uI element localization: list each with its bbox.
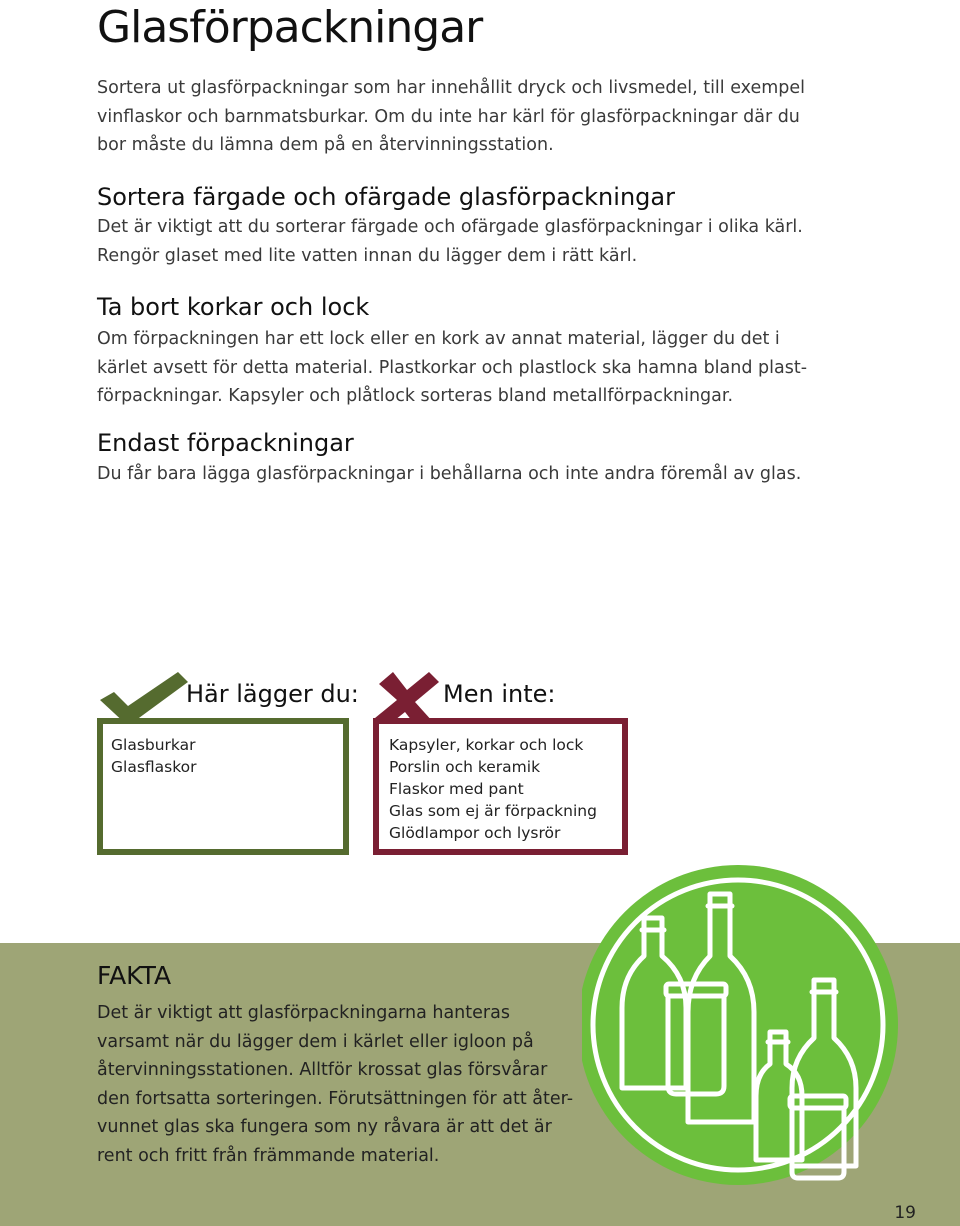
glass-bottles-icon bbox=[582, 860, 900, 1188]
not-allowed-box bbox=[373, 718, 628, 855]
page-title: Glasförpackningar bbox=[97, 2, 483, 53]
not-allowed-item: Glödlampor och lysrör bbox=[389, 824, 561, 842]
section-text-sortera: Det är viktigt att du sorterar färgade och ofärgade glasförpackningar i olika kärl. Rengör glaset med lite vatten innan du lägger dem i rätt kärl. bbox=[97, 217, 803, 266]
allowed-box bbox=[97, 718, 349, 855]
section-heading-endast: Endast förpackningar bbox=[97, 429, 354, 457]
section-text-korkar: Om förpackningen har ett lock eller en kork av annat material, lägger du det i kärlet avsett för detta material. Plastkorkar och plastlock ska hamna bland plast-förpackningar. Kapsyler och plåtlock sorteras bland metallförpackningar. bbox=[97, 329, 808, 406]
fakta-text: Det är viktigt att glasförpackningarna hanteras varsamt när du lägger dem i kärlet eller igloon på återvinningsstationen. Alltför krossat glas försvårar den fortsatta sorteringen. Förutsättningen för att åter-vunnet glas ska fungera som ny råvara är att det är rent och fritt från främmande material. bbox=[97, 1003, 574, 1166]
page-number: 19 bbox=[894, 1203, 916, 1223]
section-heading-sortera: Sortera färgade och ofärgade glasförpackningar bbox=[97, 183, 675, 211]
intro-text: Sortera ut glasförpackningar som har innehållit dryck och livsmedel, till exempel vinflaskor och barnmatsburkar. Om du inte har kärl för glasförpackningar där du bor måste du lämna dem på en återvinningsstation. bbox=[97, 78, 806, 155]
not-allowed-label: Men inte: bbox=[443, 680, 556, 708]
not-allowed-item: Porslin och keramik bbox=[389, 758, 541, 776]
not-allowed-item: Glas som ej är förpackning bbox=[389, 802, 597, 820]
section-text-endast: Du får bara lägga glasförpackningar i behållarna och inte andra föremål av glas. bbox=[97, 464, 802, 484]
not-allowed-item: Flaskor med pant bbox=[389, 780, 524, 798]
not-allowed-item: Kapsyler, korkar och lock bbox=[389, 736, 584, 754]
allowed-label: Här lägger du: bbox=[186, 680, 359, 708]
allowed-item: Glasburkar bbox=[111, 736, 196, 754]
allowed-item: Glasflaskor bbox=[111, 758, 197, 776]
section-heading-korkar: Ta bort korkar och lock bbox=[97, 293, 370, 321]
fakta-title: FAKTA bbox=[97, 961, 172, 990]
